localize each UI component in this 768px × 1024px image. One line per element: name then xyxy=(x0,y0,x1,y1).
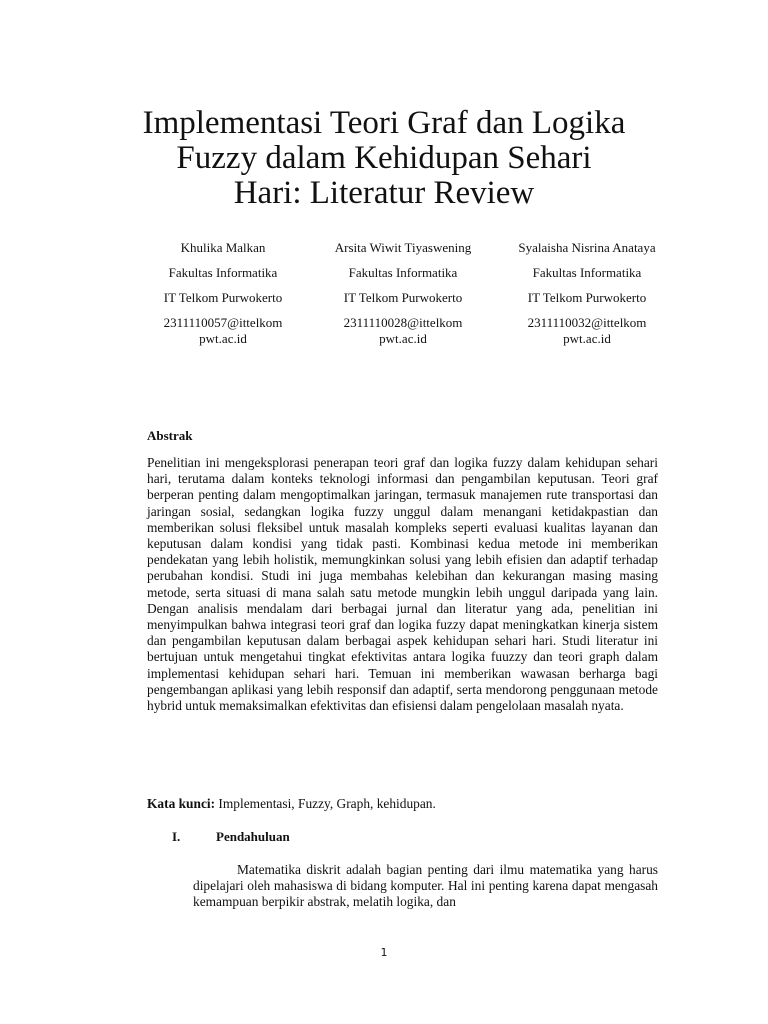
section-title: Pendahuluan xyxy=(216,829,290,844)
author-block-1 xyxy=(138,240,308,347)
keywords-value: Implementasi, Fuzzy, Graph, kehidupan. xyxy=(215,796,436,811)
author-institution: IT Telkom Purwokerto xyxy=(163,290,283,305)
author-email-line-2: pwt.ac.id xyxy=(199,331,247,346)
keywords-line xyxy=(147,796,658,812)
author-block-3 xyxy=(502,240,672,347)
author-email-line-2: pwt.ac.id xyxy=(379,331,427,346)
author-faculty: Fakultas Informatika xyxy=(168,265,278,280)
author-email-line-1: 2311110032@ittelkom xyxy=(527,315,647,330)
author-institution: IT Telkom Purwokerto xyxy=(527,290,647,305)
title-line-1: Implementasi Teori Graf dan Logika xyxy=(142,105,626,141)
section-heading xyxy=(172,829,290,845)
author-faculty: Fakultas Informatika xyxy=(348,265,458,280)
author-block-2 xyxy=(318,240,488,347)
keywords-label: Kata kunci: xyxy=(147,796,216,811)
introduction-paragraph: Matematika diskrit adalah bagian penting dari ilmu matematika yang harus dipelajari oleh mahasiswa di bidang komputer. Hal ini penting karena dapat mengasah kemampuan berpikir abstrak, melatih logika, dan xyxy=(193,862,658,910)
author-email-line-1: 2311110028@ittelkom xyxy=(343,315,463,330)
author-email-line-1: 2311110057@ittelkom xyxy=(163,315,283,330)
author-name: Syalaisha Nisrina Anataya xyxy=(518,240,656,255)
section-number: I. xyxy=(172,829,181,844)
abstract-heading: Abstrak xyxy=(147,428,193,443)
paper-title xyxy=(120,106,648,211)
author-name: Khulika Malkan xyxy=(180,240,266,255)
author-institution: IT Telkom Purwokerto xyxy=(343,290,463,305)
title-line-3: Hari: Literatur Review xyxy=(233,175,535,211)
author-name: Arsita Wiwit Tiyaswening xyxy=(334,240,472,255)
author-faculty: Fakultas Informatika xyxy=(532,265,642,280)
author-email-line-2: pwt.ac.id xyxy=(563,331,611,346)
abstract-body: Penelitian ini mengeksplorasi penerapan teori graf dan logika fuzzy dalam kehidupan sehari hari, terutama dalam konteks teknologi informasi dan pengambilan keputusan. Teori graf berperan penting dalam mengoptimalkan jaringan, termasuk manajemen rute transportasi dan jaringan sosial, sedangkan logika fuzzy unggul dalam menangani ketidakpastian dan memberikan solusi fleksibel untuk masalah kompleks seperti evaluasi kualitas layanan dan keputusan dalam kondisi yang tidak pasti. Kombinasi kedua metode ini memberikan pendekatan yang lebih holistik, memungkinkan solusi yang lebih efisien dan adaptif terhadap perubahan kondisi. Studi ini juga membahas kelebihan dan kekurangan masing masing metode, serta situasi di mana salah satu metode mungkin lebih unggul daripada yang lain. Dengan analisis mendalam dari berbagai jurnal dan literatur yang ada, penelitian ini menyimpulkan bahwa integrasi teori graf dan logika fuzzy dapat meningkatkan kinerja sistem dan pengambilan keputusan dalam berbagai aspek kehidupan sehari hari. Studi literatur ini bertujuan untuk mengetahui tingkat efektivitas antara logika fuuzzy dan teori graph dalam implementasi kehidupan sehari hari. Temuan ini memberikan wawasan berharga bagi pengembangan aplikasi yang lebih responsif dan adaptif, serta mendorong penggunaan metode hybrid untuk memaksimalkan efektivitas dan efisiensi dalam pengelolaan masalah nyata. xyxy=(147,455,658,714)
page-number: 1 xyxy=(380,946,388,959)
title-line-2: Fuzzy dalam Kehidupan Sehari xyxy=(176,140,592,176)
